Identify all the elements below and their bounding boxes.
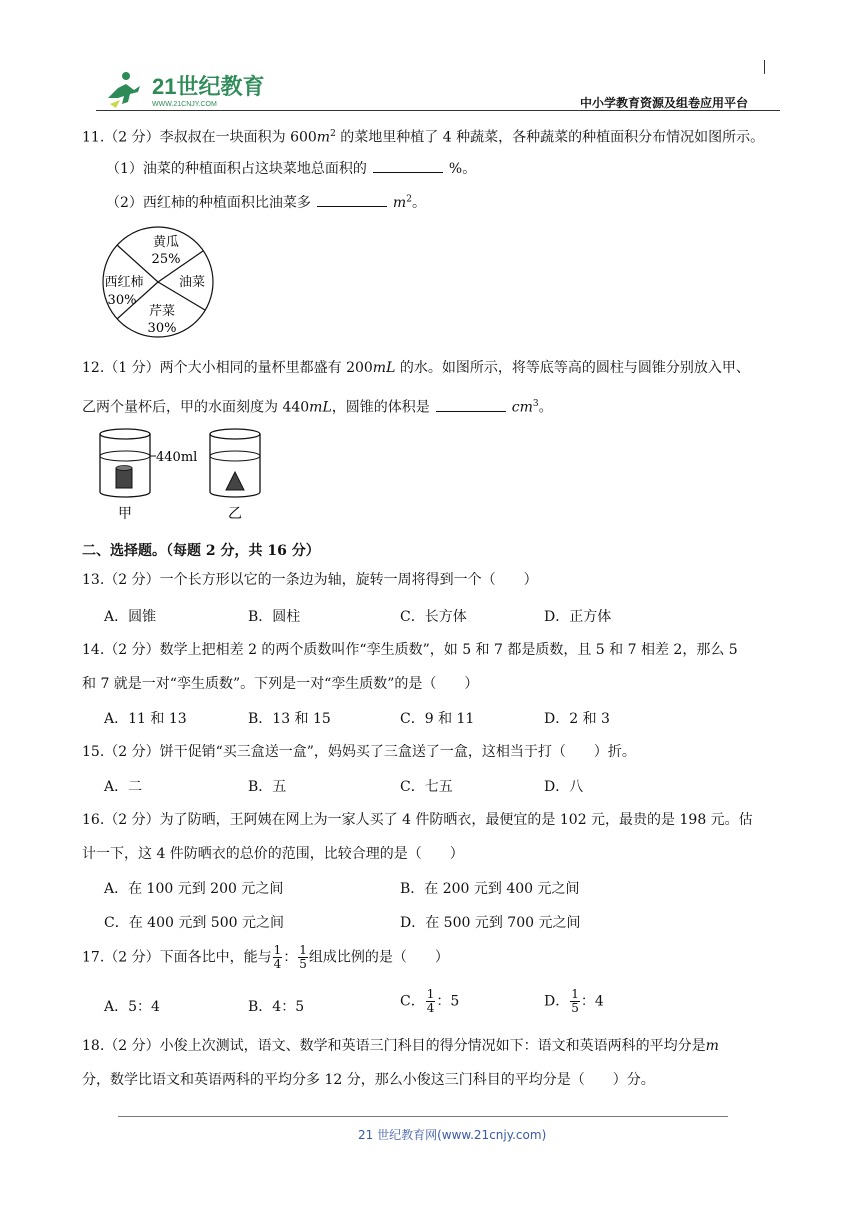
q12-line1-unit: mL [372,360,396,376]
question-13: 13.（2 分）一个长方形以它的一条边为轴，旋转一周将得到一个（ ） [82,572,538,588]
q12-line1-b: 的水。如图所示，将等底等高的圆柱与圆锥分别放入甲、 [395,360,750,376]
q17-option-c[interactable] [400,988,459,1015]
logo-text: 21世纪教育 [152,74,265,99]
q11-sub2-unit: m [392,195,407,211]
site-logo [100,68,290,110]
corner-mark [764,60,765,74]
q11-sub2-blank[interactable] [317,194,387,207]
question-15: 15.（2 分）饼干促销“买三盒送一盒”，妈妈买了三盒送了一盒，这相当于打（ ）折。 [82,744,636,760]
frac-den: 5 [299,957,307,971]
question-18-line1 [82,1036,719,1056]
q16-option-d[interactable]: D．在 500 元到 700 元之间 [400,915,581,931]
q15-option-c[interactable]: C．七五 [400,779,453,795]
q12-unit-cm: cm [511,399,533,416]
vegetable-pie-chart [100,224,216,340]
q12-line1-a: （1 分）两个大小相同的量杯里都盛有 200 [104,360,373,376]
q13-option-b[interactable]: B．圆柱 [248,609,301,625]
frac-num: 1 [571,987,579,1001]
q11-sub2: （2）西红柿的种植面积比油菜多 $m^2$。 [106,194,426,211]
frac-num: 1 [299,943,307,957]
q12-blank[interactable] [436,399,506,412]
question-18-line2: 分，数学比语文和英语两科的平均分多 12 分，那么小俊这三门科目的平均分是（ ）分。 [82,1072,655,1088]
question-14-line2: 和 7 就是一对“孪生质数”。下列是一对“孪生质数”的是（ ） [82,676,479,692]
q11-sub1 [106,158,476,178]
question-16-line2: 计一下，这 4 件防晒衣的总价的范围，比较合理的是（ ） [82,846,464,862]
q11-unit-m: m [316,129,331,146]
q12-line2-a: 乙两个量杯后，甲的水面刻度为 440 [82,399,310,416]
q16-option-c[interactable]: C．在 400 元到 500 元之间 [104,915,284,931]
q12-line2-end: 。 [538,399,553,416]
pie-label-tomato: 西红柿 [104,275,144,290]
q14-option-b[interactable]: B．13 和 15 [248,711,331,727]
platform-title: 中小学教育资源及组卷应用平台 [580,96,749,110]
q11-sub2-text: （2）西红柿的种植面积比油菜多 [106,195,311,211]
beaker-figure [98,426,268,522]
footer-site-text[interactable]: 21 世纪教育网(www.21cnjy.com) [358,1128,547,1142]
q16-option-b[interactable]: B．在 200 元到 400 元之间 [400,881,580,897]
q16-option-a[interactable]: A．在 100 元到 200 元之间 [104,881,284,897]
q13-option-a[interactable]: A．圆锥 [104,609,157,625]
pie-label-cucumber: 黄瓜 [152,235,180,250]
section-heading-choice: 二、选择题。（每题 2 分，共 16 分） [82,543,320,559]
frac-num: 1 [273,943,282,957]
pie-label-rapeseed: 油菜 [178,275,206,290]
question-12 [82,358,750,378]
q12-line2-unit: mL [309,399,332,416]
pie-value-celery: 30% [147,321,177,336]
q15-option-b[interactable]: B．五 [248,779,287,795]
q11-text-a: （2 分）李叔叔在一块面积为 600 [104,129,317,146]
q12-number: 12. [82,360,105,376]
q11-sub1-text: （1）油菜的种植面积占这块菜地总面积的 [106,161,367,177]
q11-number: 11. [82,129,105,146]
q13-option-c[interactable]: C．长方体 [400,609,467,625]
q15-option-a[interactable]: A．二 [104,779,143,795]
q11-sub1-end: %。 [448,161,477,177]
question-11: 11.（2 分）李叔叔在一块面积为 $600m^2$ 的菜地里种植了 4 种蔬菜，各种蔬菜的种植面积分布情况如图所示。 [82,129,765,146]
q18-var-m: m [705,1038,719,1054]
footer-rule [118,1116,728,1117]
frac-num: 1 [426,987,435,1001]
q17-text-b: 组成比例的是（ ） [308,949,449,966]
q14-option-a[interactable]: A．11 和 13 [104,711,187,727]
q17-option-c-tail: ：5 [436,993,460,1010]
q11-sub2-end: 。 [411,195,426,211]
q17-fraction-1-5 [298,944,308,971]
pie-value-cucumber: 25% [151,252,181,267]
q13-option-d[interactable]: D．正方体 [544,609,612,625]
logo-url-text: WWW.21CNJY.COM [152,101,217,108]
beaker-jia-label: 甲 [118,506,132,522]
q17-option-c-fraction [426,988,436,1015]
question-16-line1: 16.（2 分）为了防晒，王阿姨在网上为一家人买了 4 件防晒衣，最便宜的是 102 元，最贵的是 198 元。估 [82,812,753,828]
q17-option-d-fraction [570,988,580,1015]
frac-den: 5 [571,1001,579,1015]
q12-line2: 乙两个量杯后，甲的水面刻度为 440mL，圆锥的体积是 $cm^3$。 [82,399,553,416]
beaker-yi-label: 乙 [228,506,242,522]
q17-option-c-label: C． [400,993,425,1010]
frac-den: 4 [273,957,282,971]
frac-den: 4 [426,1001,435,1015]
pie-label-celery: 芹菜 [148,304,176,319]
q14-option-c[interactable]: C．9 和 11 [400,711,475,727]
header-rule [96,110,780,111]
pie-value-tomato: 30% [107,293,137,308]
q14-option-d[interactable]: D．2 和 3 [544,711,610,727]
q15-option-d[interactable]: D．八 [544,779,584,795]
q17-option-d-label: D． [544,993,570,1010]
q17-colon: ： [283,949,298,966]
question-14-line1: 14.（2 分）数学上把相差 2 的两个质数叫作“孪生质数”，如 5 和 7 都是质数，且 5 和 7 相差 2，那么 5 [82,642,738,658]
q17-fraction-1-4 [273,944,283,971]
q18-line1-text: 18.（2 分）小俊上次测试，语文、数学和英语三门科目的得分情况如下：语文和英语两科的平均分是 [82,1038,706,1054]
q11-text-b: 的菜地里种植了 4 种蔬菜，各种蔬菜的种植面积分布情况如图所示。 [335,129,765,146]
q17-option-d-tail: ：4 [580,993,604,1010]
q12-line2-b: ，圆锥的体积是 [331,399,430,416]
q17-option-a[interactable]: A．5：4 [104,999,160,1015]
q17-option-b[interactable]: B．4：5 [248,999,305,1015]
q11-sub1-blank[interactable] [373,160,443,173]
q17-text-a: 17.（2 分）下面各比中，能与 [82,949,272,966]
question-17 [82,944,449,971]
level-440ml-label: 440ml [156,450,198,465]
q17-option-d[interactable] [544,988,604,1015]
